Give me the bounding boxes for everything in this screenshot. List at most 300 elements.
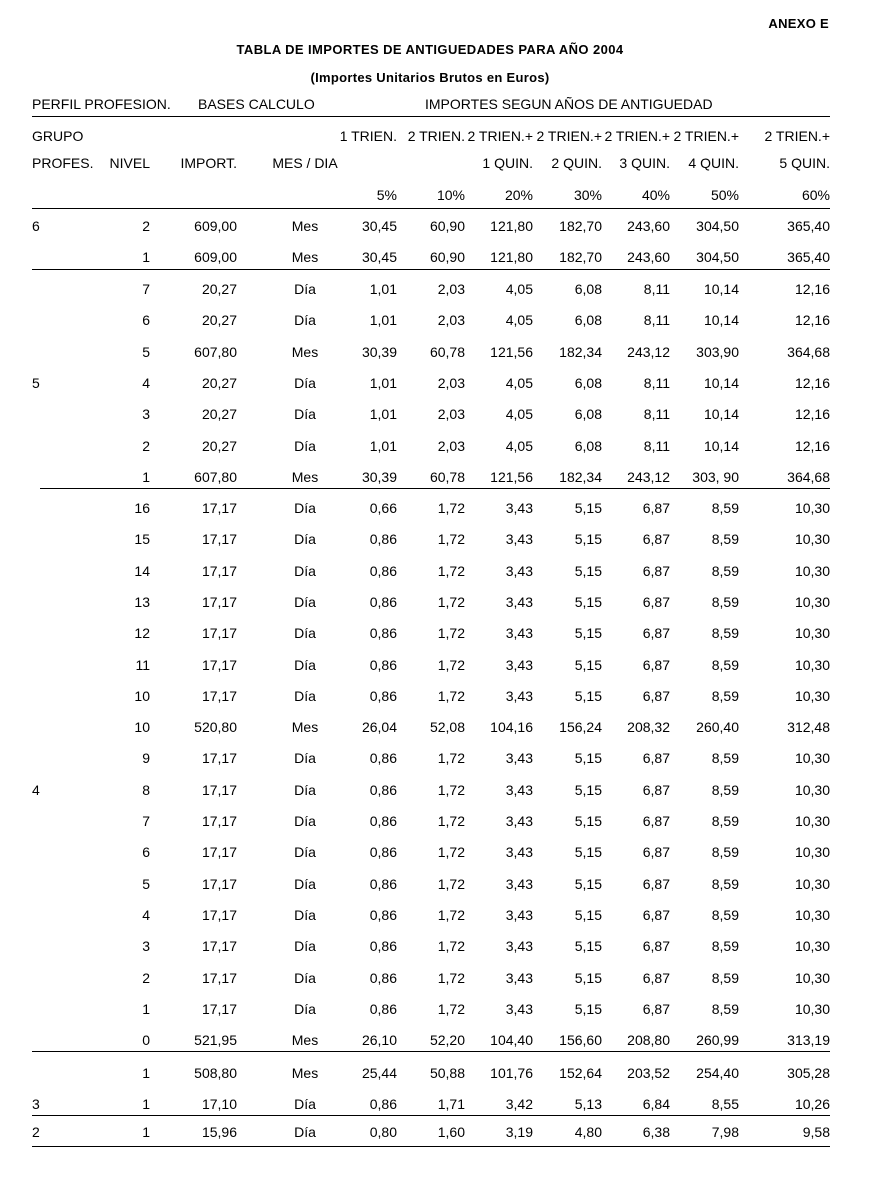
cell-r7-quin-4: 10,14 <box>703 438 739 454</box>
cell-r24-quin-2: 5,15 <box>574 970 602 986</box>
cell-r11-quin-5: 10,30 <box>794 563 830 579</box>
cell-r3-quin-4: 10,14 <box>703 312 739 328</box>
cell-r15-quin-4: 8,59 <box>711 688 739 704</box>
header-percent-quin-4: 50% <box>710 187 739 203</box>
cell-r26-nivel: 0 <box>142 1032 150 1048</box>
cell-r16-mes-dia: Mes <box>291 719 319 735</box>
cell-r0-nivel: 2 <box>142 218 150 234</box>
cell-r27-quin-1: 101,76 <box>490 1065 533 1081</box>
cell-r17-quin-2: 5,15 <box>574 750 602 766</box>
cell-r19-trien-2: 1,72 <box>437 813 465 829</box>
cell-r22-nivel: 4 <box>142 907 150 923</box>
cell-r18-quin-4: 8,59 <box>711 782 739 798</box>
cell-r19-trien-1: 0,86 <box>369 813 397 829</box>
cell-r8-nivel: 1 <box>142 469 150 485</box>
cell-r4-trien-1: 30,39 <box>361 344 397 360</box>
cell-r27-quin-3: 203,52 <box>627 1065 670 1081</box>
cell-r22-quin-3: 6,87 <box>642 907 670 923</box>
cell-r5-trien-1: 1,01 <box>369 375 397 391</box>
cell-r2-nivel: 7 <box>142 281 150 297</box>
cell-r9-quin-1: 3,43 <box>505 500 533 516</box>
cell-r19-quin-5: 10,30 <box>794 813 830 829</box>
cell-r14-nivel: 11 <box>135 657 150 673</box>
cell-r16-quin-4: 260,40 <box>696 719 739 735</box>
header-line1-quin-5: 2 TRIEN.+ <box>764 128 830 144</box>
header-line1-trien-2: 2 TRIEN. <box>407 128 465 144</box>
cell-r5-quin-5: 12,16 <box>794 375 830 391</box>
cell-r3-trien-2: 2,03 <box>437 312 465 328</box>
cell-r5-quin-3: 8,11 <box>643 375 670 391</box>
cell-r14-quin-1: 3,43 <box>505 657 533 673</box>
cell-r8-quin-3: 243,12 <box>627 469 670 485</box>
cell-r29-mes-dia: Día <box>294 1124 316 1140</box>
cell-r9-quin-4: 8,59 <box>711 500 739 516</box>
header-line1-quin-1: 2 TRIEN.+ <box>467 128 533 144</box>
cell-r10-mes-dia: Día <box>294 531 316 547</box>
cell-r13-quin-2: 5,15 <box>574 625 602 641</box>
cell-r2-quin-1: 4,05 <box>505 281 533 297</box>
cell-r2-mes-dia: Día <box>294 281 316 297</box>
cell-r23-mes-dia: Día <box>294 938 316 954</box>
cell-r23-quin-1: 3,43 <box>505 938 533 954</box>
cell-r20-quin-5: 10,30 <box>794 844 830 860</box>
cell-r27-import: 508,80 <box>194 1065 237 1081</box>
cell-r24-quin-3: 6,87 <box>642 970 670 986</box>
cell-r26-trien-2: 52,20 <box>429 1032 465 1048</box>
cell-r20-quin-1: 3,43 <box>505 844 533 860</box>
cell-r25-quin-3: 6,87 <box>642 1001 670 1017</box>
cell-r29-nivel: 1 <box>142 1124 150 1140</box>
cell-r1-mes-dia: Mes <box>291 249 319 265</box>
rule-after-group-4 <box>32 1051 830 1052</box>
cell-r15-mes-dia: Día <box>294 688 316 704</box>
cell-r17-trien-1: 0,86 <box>369 750 397 766</box>
cell-r0-mes-dia: Mes <box>291 218 319 234</box>
cell-r28-quin-2: 5,13 <box>574 1096 602 1112</box>
cell-r24-import: 17,17 <box>201 970 237 986</box>
cell-r29-trien-1: 0,80 <box>369 1124 397 1140</box>
cell-r2-import: 20,27 <box>201 281 237 297</box>
rule-after-group-6 <box>32 269 830 270</box>
cell-r0-quin-5: 365,40 <box>787 218 830 234</box>
cell-r14-quin-3: 6,87 <box>642 657 670 673</box>
cell-r7-trien-1: 1,01 <box>369 438 397 454</box>
cell-r23-import: 17,17 <box>201 938 237 954</box>
cell-r29-quin-1: 3,19 <box>505 1124 533 1140</box>
cell-r29-import: 15,96 <box>201 1124 237 1140</box>
cell-r29-grupo: 2 <box>32 1124 40 1140</box>
cell-r8-trien-2: 60,78 <box>429 469 465 485</box>
header-percent-trien-1: 5% <box>376 187 397 203</box>
cell-r1-quin-4: 304,50 <box>696 249 739 265</box>
cell-r18-nivel: 8 <box>142 782 150 798</box>
cell-r6-quin-1: 4,05 <box>505 406 533 422</box>
cell-r11-quin-4: 8,59 <box>711 563 739 579</box>
cell-r7-quin-5: 12,16 <box>794 438 830 454</box>
cell-r15-quin-5: 10,30 <box>794 688 830 704</box>
cell-r0-quin-2: 182,70 <box>559 218 602 234</box>
cell-r16-import: 520,80 <box>194 719 237 735</box>
cell-r28-quin-5: 10,26 <box>794 1096 830 1112</box>
cell-r0-trien-1: 30,45 <box>361 218 397 234</box>
cell-r9-mes-dia: Día <box>294 500 316 516</box>
annex-label: ANEXO E <box>768 16 829 31</box>
cell-r13-quin-3: 6,87 <box>642 625 670 641</box>
cell-r23-trien-1: 0,86 <box>369 938 397 954</box>
header-percent-quin-1: 20% <box>504 187 533 203</box>
cell-r29-quin-3: 6,38 <box>642 1124 670 1140</box>
cell-r24-quin-4: 8,59 <box>711 970 739 986</box>
cell-r5-import: 20,27 <box>201 375 237 391</box>
cell-r15-nivel: 10 <box>134 688 150 704</box>
cell-r2-trien-2: 2,03 <box>437 281 465 297</box>
cell-r21-quin-5: 10,30 <box>794 876 830 892</box>
cell-r13-trien-2: 1,72 <box>437 625 465 641</box>
cell-r3-trien-1: 1,01 <box>369 312 397 328</box>
header-line1-trien-1: 1 TRIEN. <box>339 128 397 144</box>
group-header-importes: IMPORTES SEGUN AÑOS DE ANTIGUEDAD <box>425 96 713 112</box>
cell-r7-nivel: 2 <box>142 438 150 454</box>
cell-r16-quin-3: 208,32 <box>627 719 670 735</box>
cell-r27-quin-4: 254,40 <box>696 1065 739 1081</box>
header-percent-trien-2: 10% <box>436 187 465 203</box>
cell-r24-quin-5: 10,30 <box>794 970 830 986</box>
cell-r23-quin-4: 8,59 <box>711 938 739 954</box>
cell-r1-trien-1: 30,45 <box>361 249 397 265</box>
cell-r7-trien-2: 2,03 <box>437 438 465 454</box>
cell-r2-quin-5: 12,16 <box>794 281 830 297</box>
cell-r4-quin-1: 121,56 <box>490 344 533 360</box>
cell-r27-quin-2: 152,64 <box>559 1065 602 1081</box>
rule-after-group-5 <box>40 488 830 489</box>
cell-r17-import: 17,17 <box>201 750 237 766</box>
cell-r10-trien-1: 0,86 <box>369 531 397 547</box>
cell-r11-nivel: 14 <box>134 563 150 579</box>
cell-r12-quin-3: 6,87 <box>642 594 670 610</box>
header-line1-grupo: GRUPO <box>32 128 84 144</box>
cell-r9-quin-2: 5,15 <box>574 500 602 516</box>
cell-r10-quin-1: 3,43 <box>505 531 533 547</box>
cell-r8-trien-1: 30,39 <box>361 469 397 485</box>
cell-r6-nivel: 3 <box>142 406 150 422</box>
cell-r16-quin-2: 156,24 <box>559 719 602 735</box>
cell-r9-quin-3: 6,87 <box>642 500 670 516</box>
cell-r22-mes-dia: Día <box>294 907 316 923</box>
cell-r26-quin-4: 260,99 <box>696 1032 739 1048</box>
cell-r4-trien-2: 60,78 <box>429 344 465 360</box>
cell-r28-quin-4: 8,55 <box>711 1096 739 1112</box>
cell-r8-quin-2: 182,34 <box>559 469 602 485</box>
cell-r7-mes-dia: Día <box>294 438 316 454</box>
cell-r14-quin-5: 10,30 <box>794 657 830 673</box>
cell-r23-quin-5: 10,30 <box>794 938 830 954</box>
cell-r11-import: 17,17 <box>201 563 237 579</box>
cell-r25-quin-2: 5,15 <box>574 1001 602 1017</box>
cell-r26-quin-3: 208,80 <box>627 1032 670 1048</box>
page-title: TABLA DE IMPORTES DE ANTIGUEDADES PARA AÑO 2004 <box>236 42 624 57</box>
cell-r0-quin-3: 243,60 <box>627 218 670 234</box>
cell-r23-trien-2: 1,72 <box>437 938 465 954</box>
cell-r19-quin-3: 6,87 <box>642 813 670 829</box>
cell-r17-trien-2: 1,72 <box>437 750 465 766</box>
cell-r5-quin-4: 10,14 <box>703 375 739 391</box>
cell-r18-grupo: 4 <box>32 782 40 798</box>
cell-r4-mes-dia: Mes <box>291 344 319 360</box>
cell-r5-grupo: 5 <box>32 375 40 391</box>
cell-r15-trien-2: 1,72 <box>437 688 465 704</box>
cell-r8-import: 607,80 <box>194 469 237 485</box>
cell-r22-quin-1: 3,43 <box>505 907 533 923</box>
rule-under-group-headers <box>32 116 830 117</box>
cell-r3-import: 20,27 <box>201 312 237 328</box>
cell-r12-mes-dia: Día <box>294 594 316 610</box>
cell-r3-quin-3: 8,11 <box>643 312 670 328</box>
cell-r24-nivel: 2 <box>142 970 150 986</box>
cell-r27-mes-dia: Mes <box>291 1065 319 1081</box>
cell-r22-import: 17,17 <box>201 907 237 923</box>
rule-after-group-3 <box>32 1115 830 1116</box>
cell-r2-quin-2: 6,08 <box>574 281 602 297</box>
cell-r5-nivel: 4 <box>142 375 150 391</box>
group-header-bases: BASES CALCULO <box>198 96 315 112</box>
cell-r21-trien-1: 0,86 <box>369 876 397 892</box>
rule-table-bottom <box>32 1146 830 1147</box>
cell-r2-trien-1: 1,01 <box>369 281 397 297</box>
cell-r4-nivel: 5 <box>142 344 150 360</box>
cell-r14-trien-2: 1,72 <box>437 657 465 673</box>
cell-r21-nivel: 5 <box>142 876 150 892</box>
cell-r29-quin-2: 4,80 <box>574 1124 602 1140</box>
cell-r21-mes-dia: Día <box>294 876 316 892</box>
cell-r6-import: 20,27 <box>201 406 237 422</box>
cell-r24-trien-1: 0,86 <box>369 970 397 986</box>
cell-r3-quin-1: 4,05 <box>505 312 533 328</box>
cell-r19-import: 17,17 <box>201 813 237 829</box>
cell-r2-quin-4: 10,14 <box>703 281 739 297</box>
cell-r16-nivel: 10 <box>134 719 150 735</box>
cell-r28-quin-3: 6,84 <box>642 1096 670 1112</box>
cell-r7-quin-1: 4,05 <box>505 438 533 454</box>
cell-r23-nivel: 3 <box>142 938 150 954</box>
cell-r22-trien-2: 1,72 <box>437 907 465 923</box>
cell-r18-mes-dia: Día <box>294 782 316 798</box>
cell-r14-mes-dia: Día <box>294 657 316 673</box>
cell-r6-trien-1: 1,01 <box>369 406 397 422</box>
rule-under-column-headers <box>32 208 830 209</box>
cell-r20-trien-1: 0,86 <box>369 844 397 860</box>
header-line2-mes-dia: MES / DIA <box>272 155 338 171</box>
cell-r12-quin-5: 10,30 <box>794 594 830 610</box>
cell-r5-mes-dia: Día <box>294 375 316 391</box>
cell-r1-nivel: 1 <box>142 249 150 265</box>
cell-r4-quin-3: 243,12 <box>627 344 670 360</box>
cell-r12-import: 17,17 <box>201 594 237 610</box>
cell-r20-trien-2: 1,72 <box>437 844 465 860</box>
cell-r29-trien-2: 1,60 <box>437 1124 465 1140</box>
cell-r18-trien-1: 0,86 <box>369 782 397 798</box>
cell-r5-quin-2: 6,08 <box>574 375 602 391</box>
cell-r14-quin-4: 8,59 <box>711 657 739 673</box>
cell-r3-nivel: 6 <box>142 312 150 328</box>
cell-r0-trien-2: 60,90 <box>429 218 465 234</box>
cell-r21-quin-2: 5,15 <box>574 876 602 892</box>
cell-r13-mes-dia: Día <box>294 625 316 641</box>
cell-r8-quin-5: 364,68 <box>787 469 830 485</box>
cell-r19-mes-dia: Día <box>294 813 316 829</box>
cell-r17-quin-4: 8,59 <box>711 750 739 766</box>
cell-r6-quin-4: 10,14 <box>703 406 739 422</box>
cell-r10-import: 17,17 <box>201 531 237 547</box>
cell-r11-trien-2: 1,72 <box>437 563 465 579</box>
cell-r7-import: 20,27 <box>201 438 237 454</box>
cell-r21-trien-2: 1,72 <box>437 876 465 892</box>
cell-r11-quin-1: 3,43 <box>505 563 533 579</box>
cell-r12-trien-2: 1,72 <box>437 594 465 610</box>
cell-r25-quin-4: 8,59 <box>711 1001 739 1017</box>
cell-r20-import: 17,17 <box>201 844 237 860</box>
header-line2-quin-3: 3 QUIN. <box>619 155 670 171</box>
cell-r14-import: 17,17 <box>201 657 237 673</box>
cell-r16-quin-5: 312,48 <box>787 719 830 735</box>
cell-r18-trien-2: 1,72 <box>437 782 465 798</box>
cell-r17-mes-dia: Día <box>294 750 316 766</box>
cell-r11-quin-3: 6,87 <box>642 563 670 579</box>
cell-r12-nivel: 13 <box>134 594 150 610</box>
cell-r17-nivel: 9 <box>142 750 150 766</box>
group-header-perfil: PERFIL PROFESION. <box>32 96 171 112</box>
cell-r28-grupo: 3 <box>32 1096 40 1112</box>
cell-r4-quin-5: 364,68 <box>787 344 830 360</box>
cell-r10-nivel: 15 <box>134 531 150 547</box>
cell-r15-trien-1: 0,86 <box>369 688 397 704</box>
cell-r25-mes-dia: Día <box>294 1001 316 1017</box>
cell-r26-import: 521,95 <box>194 1032 237 1048</box>
cell-r1-quin-3: 243,60 <box>627 249 670 265</box>
cell-r15-import: 17,17 <box>201 688 237 704</box>
cell-r14-trien-1: 0,86 <box>369 657 397 673</box>
cell-r6-quin-5: 12,16 <box>794 406 830 422</box>
cell-r25-import: 17,17 <box>201 1001 237 1017</box>
cell-r22-quin-5: 10,30 <box>794 907 830 923</box>
cell-r6-quin-3: 8,11 <box>643 406 670 422</box>
cell-r1-quin-1: 121,80 <box>490 249 533 265</box>
cell-r1-quin-5: 365,40 <box>787 249 830 265</box>
cell-r19-quin-2: 5,15 <box>574 813 602 829</box>
cell-r25-nivel: 1 <box>142 1001 150 1017</box>
cell-r13-trien-1: 0,86 <box>369 625 397 641</box>
cell-r10-quin-3: 6,87 <box>642 531 670 547</box>
header-percent-quin-2: 30% <box>573 187 602 203</box>
cell-r18-quin-2: 5,15 <box>574 782 602 798</box>
cell-r20-mes-dia: Día <box>294 844 316 860</box>
cell-r5-quin-1: 4,05 <box>505 375 533 391</box>
cell-r28-mes-dia: Día <box>294 1096 316 1112</box>
cell-r4-quin-4: 303,90 <box>696 344 739 360</box>
header-line2-quin-5: 5 QUIN. <box>779 155 830 171</box>
header-line2-grupo: PROFES. <box>32 155 94 171</box>
cell-r8-quin-4: 303, 90 <box>692 469 739 485</box>
cell-r9-nivel: 16 <box>134 500 150 516</box>
cell-r13-quin-5: 10,30 <box>794 625 830 641</box>
cell-r21-quin-4: 8,59 <box>711 876 739 892</box>
header-line2-nivel: NIVEL <box>109 155 150 171</box>
header-line2-import: IMPORT. <box>180 155 237 171</box>
cell-r17-quin-5: 10,30 <box>794 750 830 766</box>
cell-r25-quin-1: 3,43 <box>505 1001 533 1017</box>
header-percent-quin-5: 60% <box>801 187 830 203</box>
cell-r27-quin-5: 305,28 <box>787 1065 830 1081</box>
cell-r5-trien-2: 2,03 <box>437 375 465 391</box>
cell-r18-quin-1: 3,43 <box>505 782 533 798</box>
cell-r18-quin-5: 10,30 <box>794 782 830 798</box>
cell-r15-quin-1: 3,43 <box>505 688 533 704</box>
cell-r10-quin-5: 10,30 <box>794 531 830 547</box>
cell-r21-quin-1: 3,43 <box>505 876 533 892</box>
cell-r18-quin-3: 6,87 <box>642 782 670 798</box>
page-subtitle: (Importes Unitarios Brutos en Euros) <box>310 70 550 85</box>
header-line1-quin-4: 2 TRIEN.+ <box>673 128 739 144</box>
cell-r21-quin-3: 6,87 <box>642 876 670 892</box>
cell-r9-import: 17,17 <box>201 500 237 516</box>
cell-r25-trien-2: 1,72 <box>437 1001 465 1017</box>
cell-r29-quin-4: 7,98 <box>711 1124 739 1140</box>
cell-r4-import: 607,80 <box>194 344 237 360</box>
cell-r19-nivel: 7 <box>142 813 150 829</box>
cell-r13-nivel: 12 <box>134 625 150 641</box>
cell-r24-trien-2: 1,72 <box>437 970 465 986</box>
cell-r13-import: 17,17 <box>201 625 237 641</box>
cell-r28-nivel: 1 <box>142 1096 150 1112</box>
cell-r10-trien-2: 1,72 <box>437 531 465 547</box>
cell-r13-quin-1: 3,43 <box>505 625 533 641</box>
cell-r28-trien-2: 1,71 <box>437 1096 465 1112</box>
cell-r7-quin-2: 6,08 <box>574 438 602 454</box>
cell-r16-trien-2: 52,08 <box>429 719 465 735</box>
cell-r19-quin-1: 3,43 <box>505 813 533 829</box>
cell-r8-mes-dia: Mes <box>291 469 319 485</box>
cell-r21-import: 17,17 <box>201 876 237 892</box>
cell-r29-quin-5: 9,58 <box>802 1124 830 1140</box>
cell-r2-quin-3: 8,11 <box>643 281 670 297</box>
cell-r20-quin-2: 5,15 <box>574 844 602 860</box>
cell-r7-quin-3: 8,11 <box>643 438 670 454</box>
cell-r17-quin-1: 3,43 <box>505 750 533 766</box>
cell-r20-quin-3: 6,87 <box>642 844 670 860</box>
cell-r24-mes-dia: Día <box>294 970 316 986</box>
cell-r27-trien-1: 25,44 <box>361 1065 397 1081</box>
cell-r12-quin-2: 5,15 <box>574 594 602 610</box>
cell-r1-trien-2: 60,90 <box>429 249 465 265</box>
cell-r8-quin-1: 121,56 <box>490 469 533 485</box>
cell-r9-trien-2: 1,72 <box>437 500 465 516</box>
cell-r11-mes-dia: Día <box>294 563 316 579</box>
cell-r26-quin-5: 313,19 <box>787 1032 830 1048</box>
cell-r26-mes-dia: Mes <box>291 1032 319 1048</box>
cell-r0-import: 609,00 <box>194 218 237 234</box>
cell-r0-quin-4: 304,50 <box>696 218 739 234</box>
cell-r28-import: 17,10 <box>201 1096 237 1112</box>
cell-r15-quin-2: 5,15 <box>574 688 602 704</box>
cell-r15-quin-3: 6,87 <box>642 688 670 704</box>
cell-r13-quin-4: 8,59 <box>711 625 739 641</box>
cell-r3-quin-5: 12,16 <box>794 312 830 328</box>
cell-r22-quin-2: 5,15 <box>574 907 602 923</box>
cell-r11-trien-1: 0,86 <box>369 563 397 579</box>
cell-r22-quin-4: 8,59 <box>711 907 739 923</box>
cell-r24-quin-1: 3,43 <box>505 970 533 986</box>
header-line2-quin-1: 1 QUIN. <box>482 155 533 171</box>
cell-r12-trien-1: 0,86 <box>369 594 397 610</box>
